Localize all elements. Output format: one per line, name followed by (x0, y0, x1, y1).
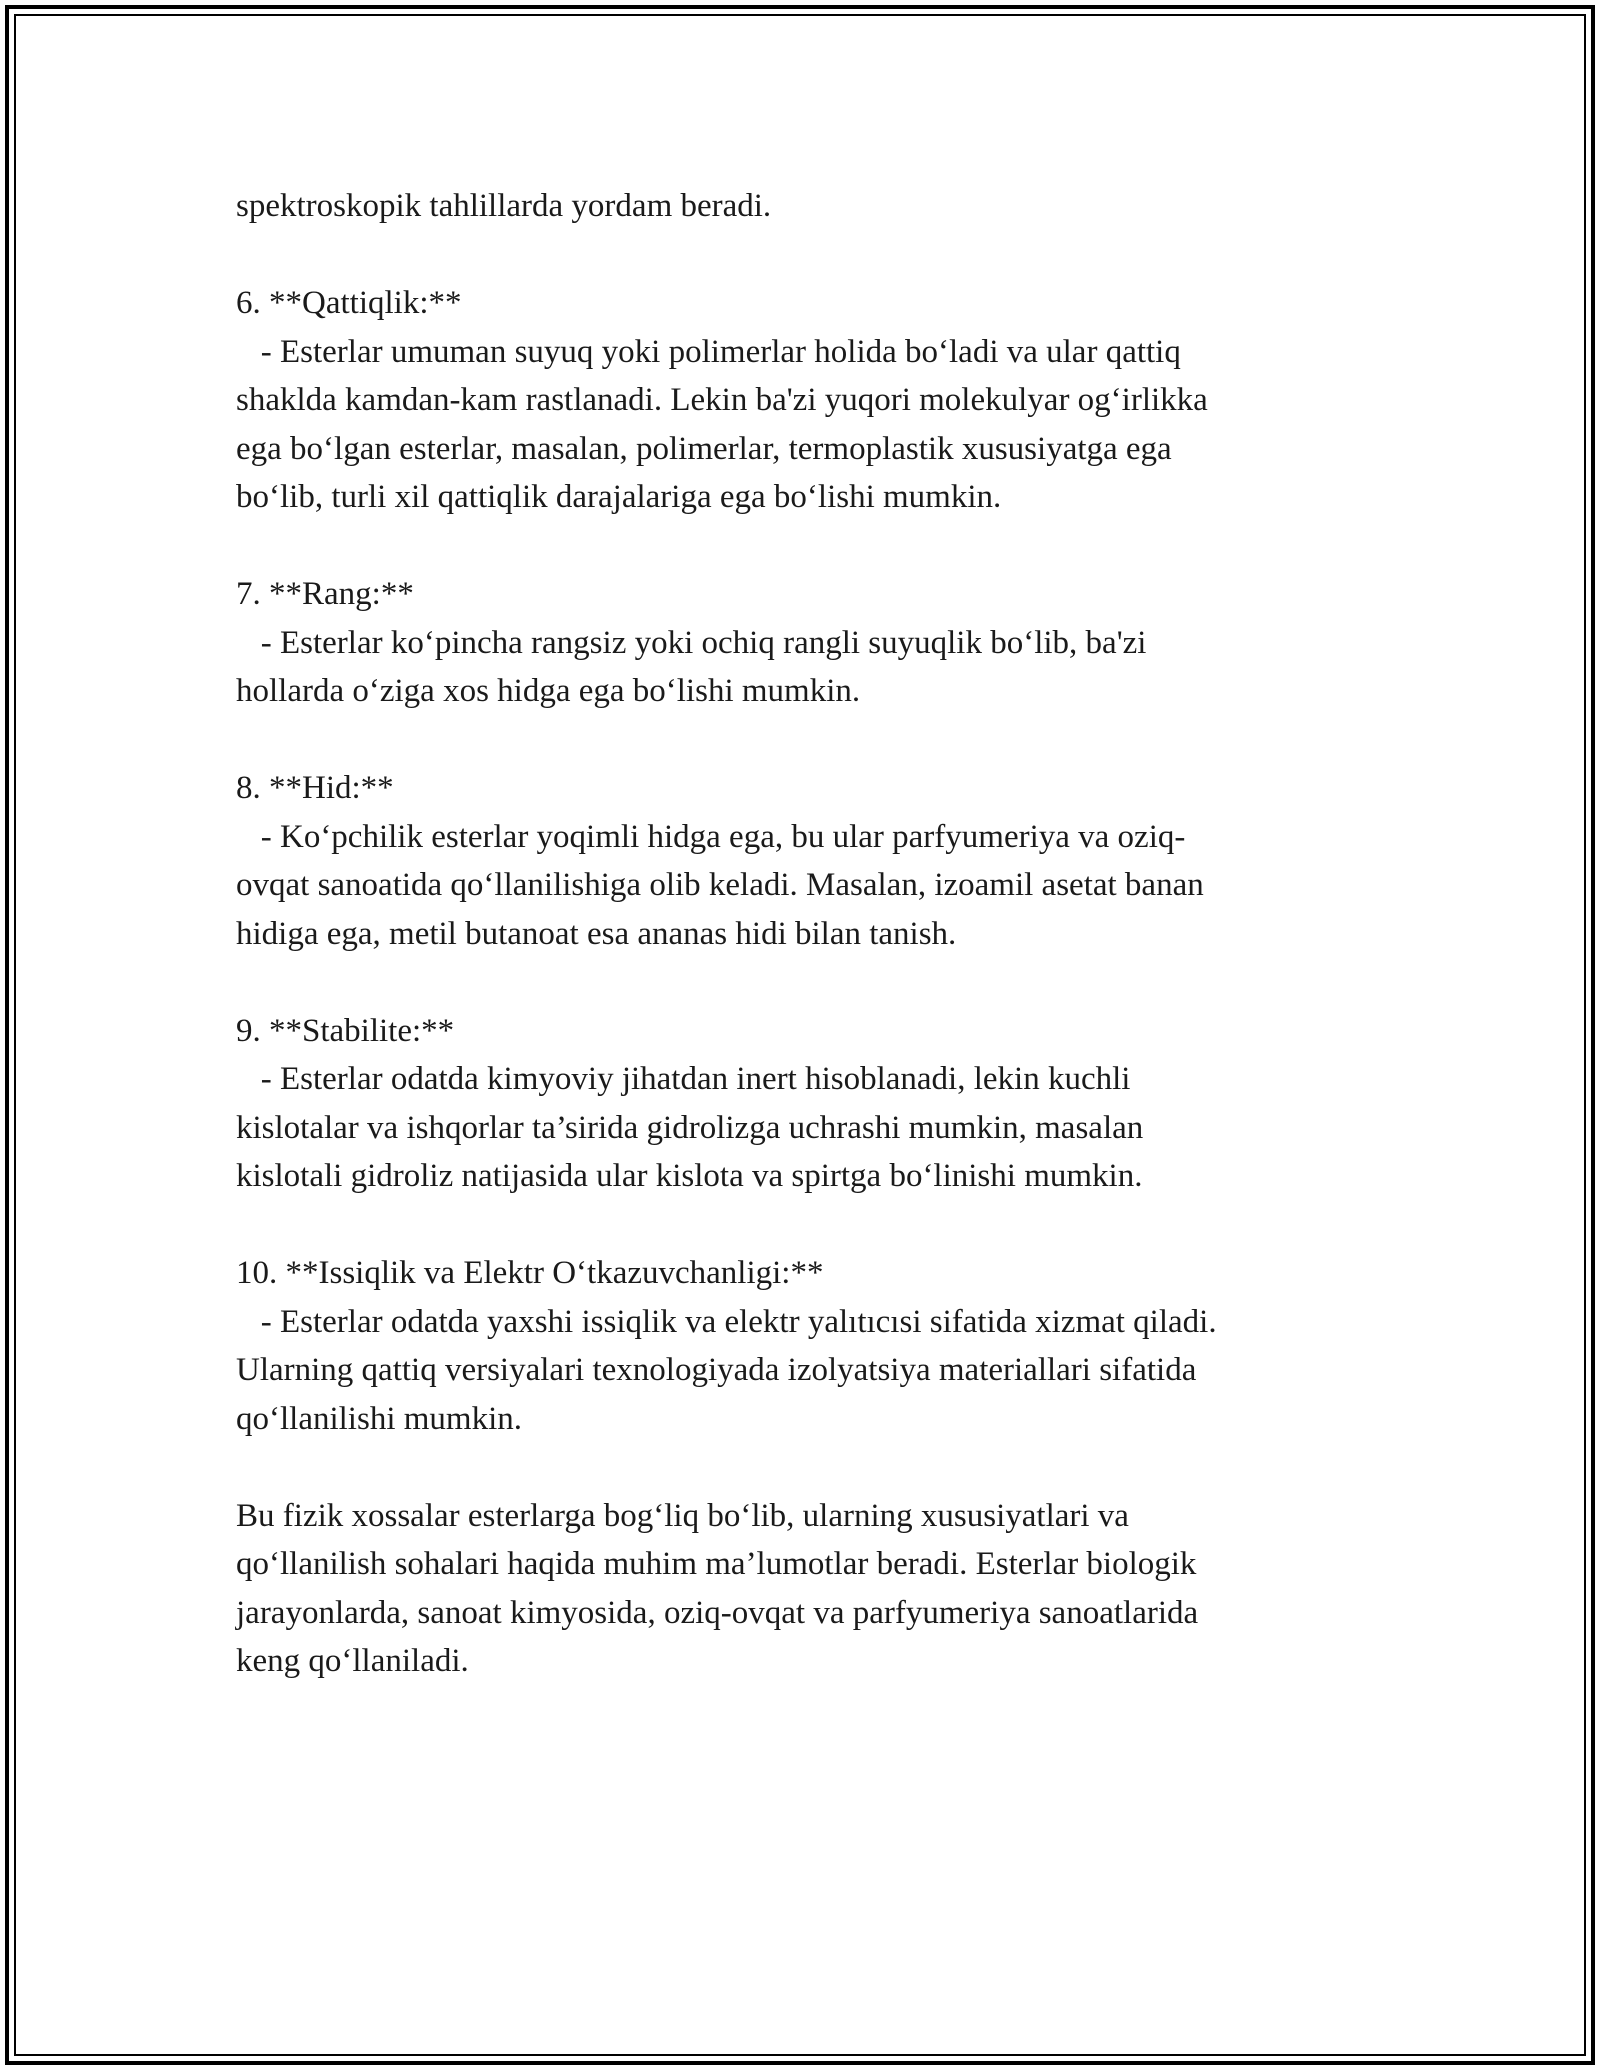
text-line: kislotalar va ishqorlar ta’sirida gidrolizga uchrashi mumkin, masalan (236, 1109, 1144, 1146)
blank-line (236, 1443, 1366, 1492)
text-line: bo‘lib, turli xil qattiqlik darajalariga ega bo‘lishi mumkin. (236, 479, 1002, 515)
text-line: shaklda kamdan-kam rastlanadi. Lekin ba'zi yuqori molekulyar og‘irlikka (236, 382, 1208, 418)
text-line: ega bo‘lgan esterlar, masalan, polimerlar, termoplastik xususiyatga ega (236, 430, 1172, 467)
text-line: hollarda o‘ziga xos hidga ega bo‘lishi mumkin. (236, 673, 861, 709)
section-heading-issiqlik: 10. **Issiqlik va Elektr O‘tkazuvchanligi:** (236, 1255, 824, 1291)
section-heading-hid: 8. **Hid:** (236, 770, 394, 806)
text-line: Ularning qattiq versiyalari texnologiyada izolyatsiya materiallari sifatida (236, 1352, 1197, 1388)
section-heading-stabilite: 9. **Stabilite:** (236, 1012, 455, 1049)
text-line: qo‘llanilishi mumkin. (236, 1400, 522, 1437)
text-line: ovqat sanoatida qo‘llanilishiga olib keladi. Masalan, izoamil asetat banan (236, 867, 1204, 903)
conclusion-line: jarayonlarda, sanoat kimyosida, oziq-ovqat va parfyumeriya sanoatlarida (236, 1594, 1199, 1631)
blank-line (236, 958, 1366, 1007)
blank-line (236, 1201, 1366, 1250)
text-line: hidiga ega, metil butanoat esa ananas hidi bilan tanish. (236, 915, 957, 952)
section-heading-rang: 7. **Rang:** (236, 576, 414, 612)
document-body (236, 182, 1366, 1686)
conclusion-line: Bu fizik xossalar esterlarga bog‘liq bo‘lib, ularning xususiyatlari va (236, 1497, 1129, 1534)
blank-line (236, 716, 1366, 765)
blank-line (236, 522, 1366, 571)
text-line: - Ko‘pchilik esterlar yoqimli hidga ega, bu ular parfyumeriya va oziq- (236, 818, 1186, 855)
blank-line (236, 231, 1366, 280)
text-line: - Esterlar ko‘pincha rangsiz yoki ochiq rangli suyuqlik bo‘lib, ba'zi (236, 624, 1147, 661)
text-line: - Esterlar odatda kimyoviy jihatdan inert hisoblanadi, lekin kuchli (236, 1061, 1131, 1097)
text-line: - Esterlar odatda yaxshi issiqlik va elektr yalıtıcısi sifatida xizmat qiladi. (236, 1303, 1217, 1340)
conclusion-line: qo‘llanilish sohalari haqida muhim ma’lumotlar beradi. Esterlar biologik (236, 1546, 1197, 1582)
conclusion-line: keng qo‘llaniladi. (236, 1643, 469, 1679)
text-line: - Esterlar umuman suyuq yoki polimerlar holida bo‘ladi va ular qattiq (236, 333, 1181, 370)
section-heading-qattiqlik: 6. **Qattiqlik:** (236, 285, 462, 321)
text-line: spektroskopik tahlillarda yordam beradi. (236, 188, 772, 224)
text-line: kislotali gidroliz natijasida ular kislota va spirtga bo‘linishi mumkin. (236, 1158, 1143, 1194)
